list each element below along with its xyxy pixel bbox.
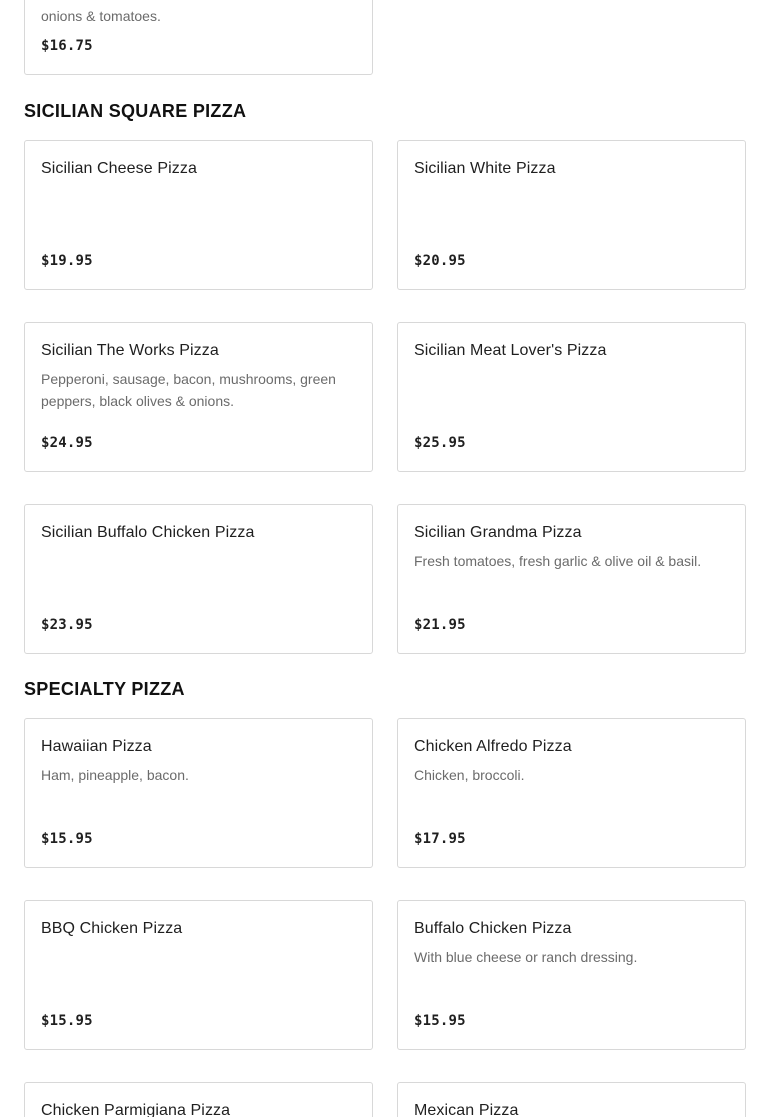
item-description: Fresh tomatoes, fresh garlic & olive oil & basil. bbox=[414, 553, 702, 569]
item-name: Sicilian White Pizza bbox=[414, 160, 556, 177]
item-price: $15.95 bbox=[41, 831, 93, 847]
item-price: $15.95 bbox=[41, 1013, 93, 1029]
menu-item-card[interactable] bbox=[24, 504, 373, 654]
item-name: Chicken Parmigiana Pizza bbox=[41, 1102, 231, 1117]
menu-item-card[interactable] bbox=[397, 1082, 746, 1117]
item-price: $21.95 bbox=[414, 617, 466, 633]
item-price: $20.95 bbox=[414, 253, 466, 269]
item-name: Sicilian The Works Pizza bbox=[41, 342, 219, 359]
item-price: $15.95 bbox=[414, 1013, 466, 1029]
menu-item-card[interactable] bbox=[397, 322, 746, 472]
menu-item-card[interactable] bbox=[24, 900, 373, 1050]
item-name: BBQ Chicken Pizza bbox=[41, 920, 183, 937]
item-name: Sicilian Meat Lover's Pizza bbox=[414, 342, 607, 359]
section-title-sicilian: SICILIAN SQUARE PIZZA bbox=[24, 101, 247, 121]
menu-item-card[interactable] bbox=[24, 322, 373, 472]
item-description: With blue cheese or ranch dressing. bbox=[414, 949, 638, 965]
item-name: Sicilian Cheese Pizza bbox=[41, 160, 197, 177]
item-description: Chicken, broccoli. bbox=[414, 767, 525, 783]
menu-item-card[interactable] bbox=[397, 718, 746, 868]
item-price: $17.95 bbox=[414, 831, 466, 847]
menu-item-card[interactable] bbox=[24, 0, 373, 75]
item-name: Sicilian Buffalo Chicken Pizza bbox=[41, 524, 255, 541]
item-name: Mexican Pizza bbox=[414, 1102, 519, 1117]
menu-item-card[interactable] bbox=[24, 140, 373, 290]
menu-item-card[interactable] bbox=[24, 1082, 373, 1117]
item-price: $24.95 bbox=[41, 435, 93, 451]
item-name: Chicken Alfredo Pizza bbox=[414, 738, 572, 755]
item-name: Buffalo Chicken Pizza bbox=[414, 920, 572, 937]
item-description: onions & tomatoes. bbox=[41, 8, 161, 24]
item-name: Hawaiian Pizza bbox=[41, 738, 152, 755]
section-title-specialty: SPECIALTY PIZZA bbox=[24, 679, 185, 699]
menu-item-card[interactable] bbox=[397, 140, 746, 290]
menu-item-card[interactable] bbox=[24, 718, 373, 868]
menu-item-card[interactable] bbox=[397, 900, 746, 1050]
menu-item-card[interactable] bbox=[397, 504, 746, 654]
item-description: Ham, pineapple, bacon. bbox=[41, 767, 189, 783]
item-price: $16.75 bbox=[41, 38, 93, 54]
item-price: $23.95 bbox=[41, 617, 93, 633]
item-price: $25.95 bbox=[414, 435, 466, 451]
item-name: Sicilian Grandma Pizza bbox=[414, 524, 582, 541]
item-description: Pepperoni, sausage, bacon, mushrooms, green peppers, black olives & onions. bbox=[41, 371, 336, 409]
item-price: $19.95 bbox=[41, 253, 93, 269]
